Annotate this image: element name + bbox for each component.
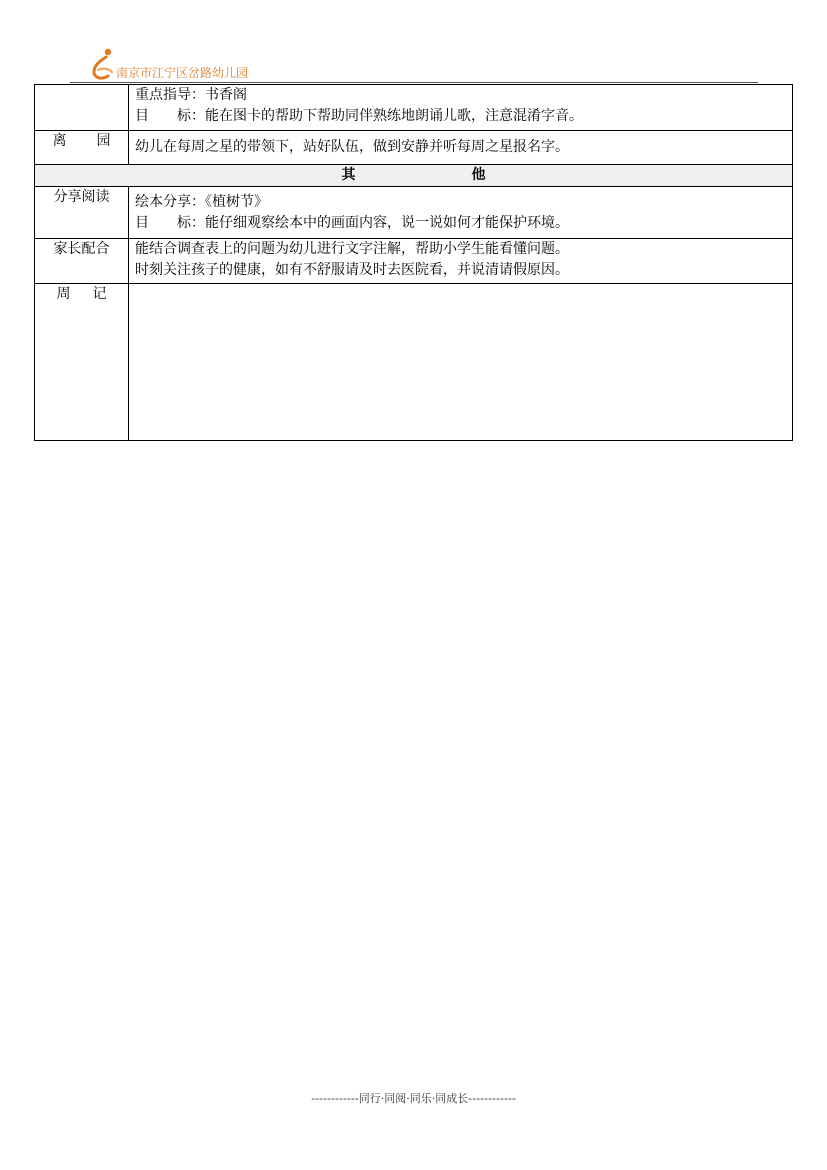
- share-goal-label: 目 标：: [135, 214, 205, 231]
- share-goal-line: [135, 213, 786, 234]
- table-row-parent-coop: [35, 239, 793, 284]
- parent-coop-label: 家长配合: [53, 241, 110, 257]
- other-head-char-2: 他: [471, 167, 486, 183]
- focus-guidance-text: 重点指导：书香阁: [135, 87, 247, 103]
- share-goal-text: 能仔细观察绘本中的画面内容，说一说如何才能保护环境。: [205, 214, 569, 231]
- leave-label-char-1: 离: [52, 133, 67, 149]
- other-section-header: [35, 165, 793, 187]
- leave-label-cell: [35, 131, 129, 165]
- weekly-label-char-2: 记: [92, 286, 107, 302]
- other-head-char-1: 其: [341, 167, 356, 183]
- parent-label-cell: [35, 239, 129, 284]
- table-row-weekly-notes: [35, 284, 793, 441]
- table-row-share-reading: [35, 187, 793, 239]
- school-name: 南京市江宁区岔路幼儿园: [116, 66, 249, 80]
- picture-book-text: 绘本分享：《植树节》: [135, 193, 268, 210]
- kindergarten-logo-icon: [88, 46, 118, 80]
- continued-label-cell: [35, 85, 129, 131]
- share-reading-label: 分享阅读: [53, 189, 110, 205]
- parent-line-1: 能结合调查表上的问题为幼儿进行文字注解，帮助小学生能看懂问题。: [135, 241, 569, 257]
- leave-content-cell: [129, 131, 793, 165]
- goal-line: [135, 106, 786, 127]
- table-row-leave: [35, 131, 793, 165]
- table-row-other-header: [35, 165, 793, 187]
- page-header: [88, 44, 758, 84]
- share-label-cell: [35, 187, 129, 239]
- share-content-cell: [129, 187, 793, 239]
- leave-label-char-2: 园: [96, 133, 111, 149]
- page-footer: ------------同行·同阅·同乐·同成长------------: [311, 1092, 516, 1105]
- weekly-label-cell: [35, 284, 129, 441]
- weekly-notes-cell: [129, 284, 793, 441]
- goal-label: 目 标：: [135, 108, 205, 124]
- continued-content-cell: [129, 85, 793, 131]
- header-divider: [70, 82, 758, 83]
- leave-text: 幼儿在每周之星的带领下，站好队伍，做到安静并听每周之星报名字。: [135, 139, 569, 155]
- weekly-plan-table: [34, 84, 793, 441]
- table-row-continued: [35, 85, 793, 131]
- parent-content-cell: [129, 239, 793, 284]
- weekly-label-char-1: 周: [56, 286, 71, 302]
- goal-text: 能在图卡的帮助下帮助同伴熟练地朗诵儿歌，注意混淆字音。: [205, 108, 583, 124]
- parent-line-2: 时刻关注孩子的健康，如有不舒服请及时去医院看，并说清请假原因。: [135, 262, 569, 278]
